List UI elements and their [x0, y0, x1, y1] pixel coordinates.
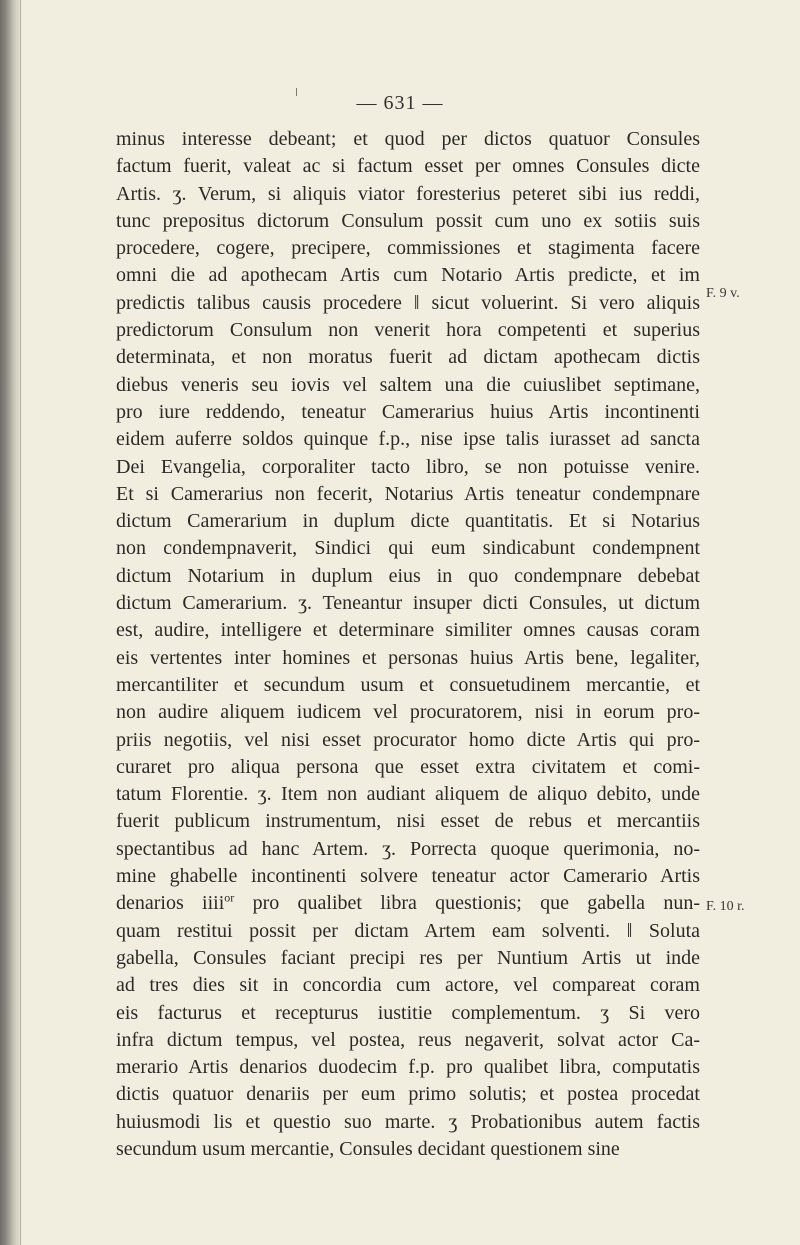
text-line-21: mercantiliter et secundum usum et consuetudinem mercantie, et [116, 673, 700, 696]
text-line-2: factum fuerit, valeat ac si factum esset per omnes Consules dicte [116, 155, 700, 178]
page-number: — 631 — [356, 92, 444, 114]
text-line-24: curaret pro aliqua persona que esset extra civitatem et comi- [116, 755, 700, 778]
text-line-29 [116, 890, 700, 917]
text-line-5: procedere, cogere, precipere, commissiones et stagimenta facere [116, 237, 700, 260]
text-line-6: omni die ad apothecam Artis cum Notario Artis predicte, et im [116, 264, 700, 287]
text-line-36: dictis quatuor denariis per eum primo solutis; et postea procedat [116, 1083, 700, 1106]
text-line-25: tatum Florentie. ʒ. Item non audiant aliquem de aliquo debito, unde [116, 783, 700, 806]
text-line-34: infra dictum tempus, vel postea, reus negaverit, solvat actor Ca- [116, 1028, 700, 1051]
text-line-4: tunc prepositus dictorum Consulum possit cum uno ex sotiis suis [116, 209, 700, 232]
ordinal-superscript: or [224, 890, 235, 905]
text-line-28: mine ghabelle incontinenti solvere teneatur actor Camerario Artis [116, 865, 700, 888]
text-line-17: dictum Notarium in duplum eius in quo condempnare debebat [116, 564, 700, 587]
text-line-10: diebus veneris seu iovis vel saltem una die cuiuslibet septimane, [116, 373, 700, 396]
text-line-23: priis negotiis, vel nisi esset procurator homo dicte Artis qui pro- [116, 728, 700, 751]
body-text [116, 126, 700, 1163]
text-line-11: pro iure reddendo, teneatur Camerarius huius Artis incontinenti [116, 400, 700, 423]
text-line-19: est, audire, intelligere et determinare similiter omnes causas coram [116, 619, 700, 642]
text-line-30: quam restitui possit per dictam Artem eam solventi. ‖ Soluta [116, 919, 700, 942]
text-line-27: spectantibus ad hanc Artem. ʒ. Porrecta quoque querimonia, no- [116, 837, 700, 860]
text-line-18: dictum Camerarium. ʒ. Teneantur insuper dicti Consules, ut dictum [116, 592, 700, 615]
text-line-29-end: pro qualibet libra questionis; que gabella nun- [234, 892, 701, 915]
book-binding-edge [0, 0, 22, 1245]
text-line-7: predictis talibus causis procedere ‖ sicut voluerint. Si vero aliquis [116, 291, 700, 314]
text-line-31: gabella, Consules faciant precipi res per Nuntium Artis ut inde [116, 946, 700, 969]
text-line-29-start: denarios iiii [116, 892, 225, 915]
text-line-12: eidem auferre soldos quinque f.p., nise ipse talis iurasset ad sancta [116, 428, 700, 451]
text-line-32: ad tres dies sit in concordia cum actore, vel compareat coram [116, 974, 700, 997]
text-line-33: eis facturus et recepturus iustitie complementum. ʒ Si vero [116, 1001, 700, 1024]
text-line-26: fuerit publicum instrumentum, nisi esset de rebus et mercantiis [116, 810, 700, 833]
text-line-37: huiusmodi lis et questio suo marte. ʒ Probationibus autem factis [116, 1110, 700, 1133]
text-line-20: eis vertentes inter homines et personas huius Artis bene, legaliter, [116, 646, 700, 669]
text-line-9: determinata, et non moratus fuerit ad dictam apothecam dictis [116, 346, 700, 369]
text-line-38: secundum usum mercantie, Consules decidant questionem sine [116, 1137, 620, 1160]
binding-shadow-line [20, 0, 21, 1245]
text-line-14: Et si Camerarius non fecerit, Notarius Artis teneatur condempnare [116, 482, 700, 505]
text-line-15: dictum Camerarium in duplum dicte quantitatis. Et si Notarius [116, 510, 700, 533]
text-line-35: merario Artis denarios duodecim f.p. pro qualibet libra, computatis [116, 1056, 700, 1079]
text-line-8: predictorum Consulum non venerit hora competenti et superius [116, 319, 700, 342]
text-line-16: non condempnaverit, Sindici qui eum sindicabunt condempnent [116, 537, 700, 560]
text-line-1: minus interesse debeant; et quod per dictos quatuor Consules [116, 128, 700, 150]
text-line-3: Artis. ʒ. Verum, si aliquis viator foresterius peteret sibi ius reddi, [116, 182, 700, 205]
text-line-13: Dei Evangelia, corporaliter tacto libro, se non potuisse venire. [116, 455, 700, 478]
text-line-22: non audire aliquem iudicem vel procuratorem, nisi in eorum pro- [116, 701, 700, 724]
margin-folio-note: F. 9 v. [706, 286, 740, 301]
margin-folio-note: F. 10 r. [706, 899, 745, 914]
